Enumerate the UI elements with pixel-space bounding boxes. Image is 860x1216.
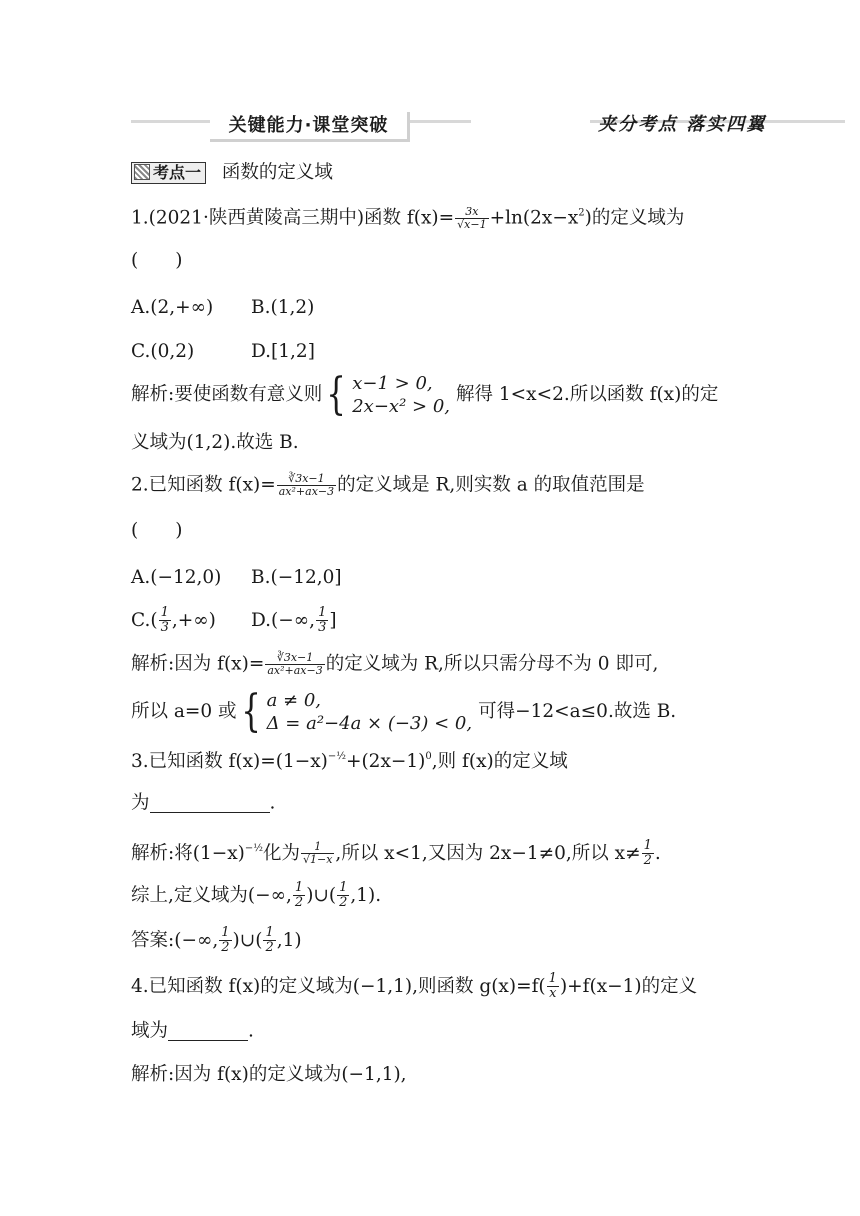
q4-stem: 4.已知函数 f(x)的定义域为(−1,1),则函数 g(x)=f( $\frac{1}{x}$ )+f(x−1)的定义 — [131, 971, 698, 1002]
section-banner — [210, 112, 410, 142]
q2-option-a: A.(−12,0) — [131, 567, 222, 588]
q1-solution: 解析:要使函数有意义则{ x−1 > 0, 2x−x² > 0, 解得 1<x<2.所以函数 f(x)的定 — [131, 369, 719, 420]
header-slogan: 夹分考点 落实四翼 — [598, 114, 767, 135]
q1-options-row2 — [131, 341, 315, 362]
q1-option-a: A.(2,+∞) — [131, 297, 214, 318]
q3-stem-cont: 为 . — [131, 792, 276, 814]
q2-option-d: D.(−∞, $\frac{1}{3}$ ] — [251, 605, 337, 636]
tag-icon — [134, 164, 150, 180]
q2-options-row2 — [131, 605, 337, 636]
q2-solution-cont: 所以 a=0 或{ a ≠ 0, Δ = a²−4a × (−3) < 0, 可得−12<a≤0.故选 B. — [131, 686, 677, 737]
q1-option-d: D.[1,2] — [251, 341, 315, 362]
q2-fraction: $\frac{∛3x-1}{\text{ax²+ax−3}}$ — [278, 472, 335, 499]
q1-answer-paren: ( ) — [131, 250, 183, 271]
section-banner-title: 关键能力·课堂突破 — [228, 115, 389, 136]
q2-options-row1 — [131, 567, 342, 588]
q3-stem: 3.已知函数 $f(x)=(1-x)^{-\frac{1}{2}}+(2x-1)^0$,则 f(x)的定义域 — [131, 751, 568, 772]
q3-summary: 综上,定义域为(−∞, $\frac{1}{2}$ )∪( $\frac{1}{2}$ ,1). — [131, 880, 382, 911]
q1-options-row1 — [131, 297, 315, 318]
q3-solution: 解析:将$(1-x)^{-\frac{1}{2}}$化为 $\frac{1}{√1-x}$ ,所以 x<1,又因为 2x−1≠0,所以 x≠ $\frac{1}{2}$ . — [131, 838, 661, 869]
kaodian-tag: 考点一 — [131, 162, 206, 184]
q2-answer-paren: ( ) — [131, 520, 183, 541]
q1-fraction: $\frac{3x}{√x-1}$ — [457, 205, 487, 232]
q3-fill-blank — [150, 794, 270, 813]
q2-stem: 2.已知函数 f(x)= $\frac{∛3x-1}{\text{ax²+ax−3}}$ 的定义域是 R,则实数 a 的取值范围是 — [131, 472, 645, 499]
q4-fill-blank — [168, 1022, 248, 1041]
q3-answer: 答案:(−∞, $\frac{1}{2}$ )∪( $\frac{1}{2}$ ,1) — [131, 925, 302, 956]
q2-solution: 解析:因为 f(x)= $\frac{∛3x-1}{\text{ax²+ax−3}}$ 的定义域为 R,所以只需分母不为 0 即可, — [131, 651, 659, 678]
q1-stem: 1.(2021·陕西黄陵高三期中)函数 f(x)= $\frac{3x}{√x-1}$ $+\ln(2x-x^2)$的定义域为 — [131, 205, 685, 232]
q1-option-b: B.(1,2) — [251, 297, 315, 318]
q2-option-b: B.(−12,0] — [251, 567, 342, 588]
q1-inequality-system: x−1 > 0, 2x−x² > 0, — [352, 373, 450, 417]
q4-solution: 解析:因为 f(x)的定义域为(−1,1), — [131, 1064, 407, 1085]
q1-solution-cont: 义域为(1,2).故选 B. — [131, 432, 299, 453]
section-heading — [131, 162, 333, 184]
q1-option-c: C.(0,2) — [131, 341, 195, 362]
section-title: 函数的定义域 — [221, 162, 333, 183]
q2-inequality-system: a ≠ 0, Δ = a²−4a × (−3) < 0, — [266, 690, 473, 734]
q4-stem-cont: 域为 . — [131, 1020, 254, 1042]
q2-option-c: C.( $\frac{1}{3}$ ,+∞) — [131, 605, 216, 636]
